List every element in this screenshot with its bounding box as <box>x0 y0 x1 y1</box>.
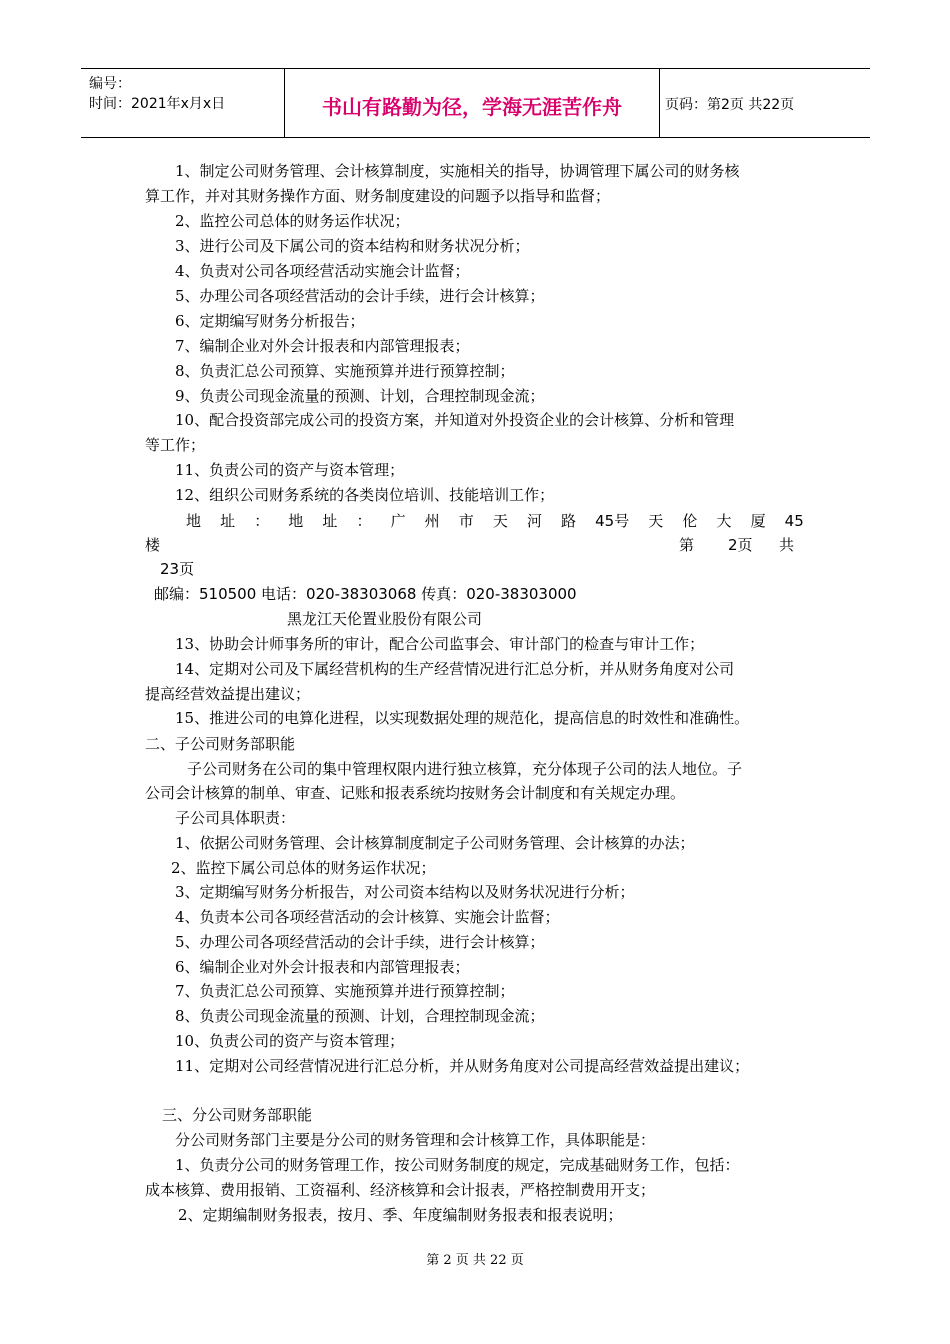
header-motto-cell <box>284 69 660 137</box>
address-word: ： <box>356 512 372 530</box>
address-word: 地 <box>288 512 304 530</box>
list-item: 4、负责对公司各项经营活动实施会计监督； <box>175 262 470 280</box>
list-item: 3、定期编写财务分析报告，对公司资本结构以及财务状况进行分析； <box>175 883 635 901</box>
list-item: 10、负责公司的资产与资本管理； <box>175 1032 405 1050</box>
section-heading: 二、子公司财务部职能 <box>145 735 296 753</box>
paragraph-line: 分公司财务部门主要是分公司的财务管理和会计核算工作，具体职能是： <box>175 1131 656 1149</box>
address-word: 大 <box>716 512 732 530</box>
list-item: 8、负责汇总公司预算、实施预算并进行预算控制； <box>175 362 515 380</box>
address-word: 45 <box>784 512 804 530</box>
address-total: 23页 <box>160 560 195 578</box>
address-word: 州 <box>424 512 440 530</box>
list-item: 5、办理公司各项经营活动的会计手续，进行会计核算； <box>175 287 545 305</box>
address-word: 址 <box>322 512 338 530</box>
address-word: 市 <box>458 512 474 530</box>
list-item: 9、负责公司现金流量的预测、计划，合理控制现金流； <box>175 387 545 405</box>
address-lou: 楼 <box>145 536 161 554</box>
address-word: 伦 <box>682 512 698 530</box>
list-item: 6、定期编写财务分析报告； <box>175 312 365 330</box>
paragraph-line: 1、制定公司财务管理、会计核算制度，实施相关的指导，协调管理下属公司的财务核 <box>175 162 740 180</box>
company-name: 黑龙江天伦置业股份有限公司 <box>287 610 483 628</box>
page-footer: 第 2 页 共 22 页 <box>426 1253 524 1268</box>
document-number-label: 编号： <box>89 76 131 92</box>
address-word: 广 <box>390 512 406 530</box>
paragraph-line: 公司会计核算的制单、审查、记账和报表系统均按财务会计制度和有关规定办理。 <box>145 784 686 802</box>
list-item: 1、负责分公司的财务管理工作，按公司财务制度的规定，完成基础财务工作，包括： <box>175 1156 740 1174</box>
page-header <box>81 68 870 138</box>
document-date: 时间：2021年x月x日 <box>89 96 226 112</box>
address-word: 45号 <box>595 512 630 530</box>
header-page-cell <box>659 69 870 137</box>
paragraph-line: 等工作； <box>145 436 206 454</box>
list-item: 2、定期编制财务报表，按月、季、年度编制财务报表和报表说明； <box>178 1206 623 1224</box>
list-item: 12、组织公司财务系统的各类岗位培训、技能培训工作； <box>175 486 555 504</box>
paragraph-line: 算工作，并对其财务操作方面、财务制度建设的问题予以指导和监督； <box>145 187 611 205</box>
address-word: 河 <box>526 512 542 530</box>
subheading: 子公司具体职责： <box>175 809 296 827</box>
contact-info: 邮编：510500 电话：020-38303068 传真：020-38303000 <box>154 585 577 603</box>
paragraph-line: 子公司财务在公司的集中管理权限内进行独立核算，充分体现子公司的法人地位。子 <box>187 760 743 778</box>
motto: 书山有路勤为径，学海无涯苦作舟 <box>322 95 622 119</box>
address-word: 厦 <box>750 512 766 530</box>
address-word: 址 <box>220 512 236 530</box>
section-heading: 三、分公司财务部职能 <box>162 1106 313 1124</box>
paragraph-line: 10、配合投资部完成公司的投资方案，并知道对外投资企业的会计核算、分析和管理 <box>175 411 735 429</box>
list-item: 8、负责公司现金流量的预测、计划，合理控制现金流； <box>175 1007 545 1025</box>
list-item: 5、办理公司各项经营活动的会计手续，进行会计核算； <box>175 933 545 951</box>
address-line <box>186 511 804 531</box>
paragraph-line: 14、定期对公司及下属经营机构的生产经营情况进行汇总分析，并从财务角度对公司 <box>175 660 735 678</box>
address-gong: 共 <box>779 536 795 554</box>
page-info: 页码：第2页 共22页 <box>665 97 795 113</box>
list-item: 2、监控公司总体的财务运作状况； <box>175 212 410 230</box>
address-word: 天 <box>492 512 508 530</box>
address-word: 天 <box>648 512 664 530</box>
address-di: 第 <box>679 536 695 554</box>
list-item: 3、进行公司及下属公司的资本结构和财务状况分析； <box>175 237 530 255</box>
list-item: 6、编制企业对外会计报表和内部管理报表； <box>175 958 470 976</box>
header-meta <box>81 69 284 137</box>
list-item: 4、负责本公司各项经营活动的会计核算、实施会计监督； <box>175 908 560 926</box>
list-item: 7、负责汇总公司预算、实施预算并进行预算控制； <box>175 982 515 1000</box>
list-item: 11、负责公司的资产与资本管理； <box>175 461 405 479</box>
list-item: 2、监控下属公司总体的财务运作状况； <box>171 859 436 877</box>
paragraph-line: 提高经营效益提出建议； <box>145 685 311 703</box>
list-item: 15、推进公司的电算化进程，以实现数据处理的规范化，提高信息的时效性和准确性。 <box>175 709 750 727</box>
list-item: 7、编制企业对外会计报表和内部管理报表； <box>175 337 470 355</box>
address-word: 地 <box>186 512 202 530</box>
list-item: 1、依据公司财务管理、会计核算制度制定子公司财务管理、会计核算的办法； <box>175 834 695 852</box>
address-page: 2页 <box>728 536 753 554</box>
paragraph-line: 成本核算、费用报销、工资福利、经济核算和会计报表，严格控制费用开支； <box>145 1181 656 1199</box>
address-word: 路 <box>561 512 577 530</box>
address-word: ： <box>254 512 270 530</box>
list-item: 13、协助会计师事务所的审计，配合公司监事会、审计部门的检查与审计工作； <box>175 635 705 653</box>
list-item: 11、定期对公司经营情况进行汇总分析，并从财务角度对公司提高经营效益提出建议； <box>175 1057 750 1075</box>
